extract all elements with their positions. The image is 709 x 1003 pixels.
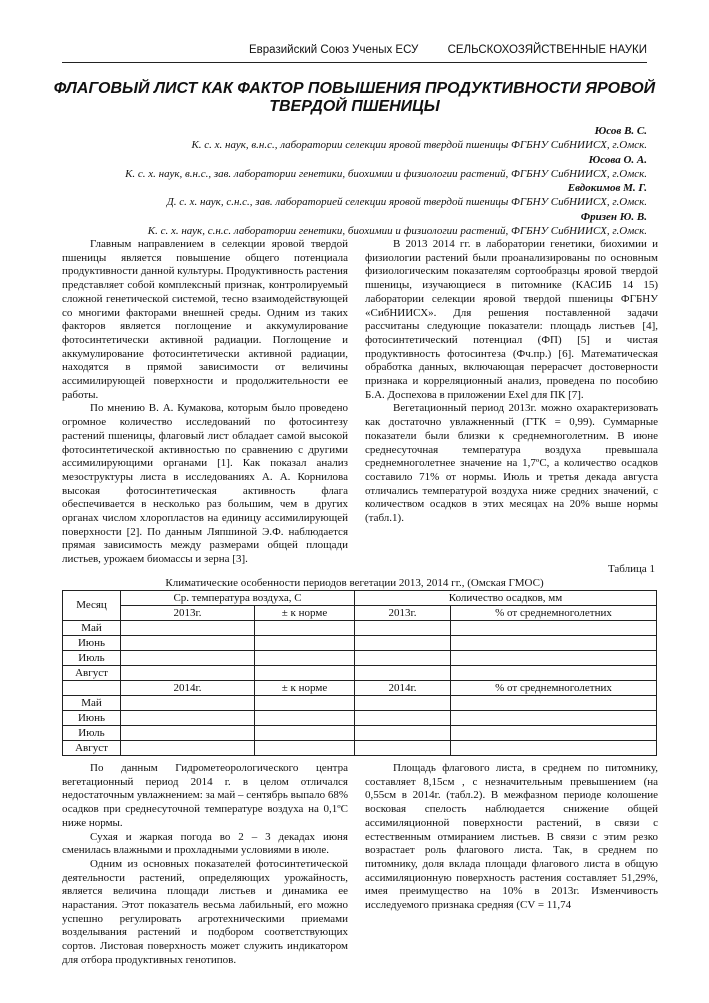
- author-affiliation: К. с. х. наук, в.н.с., зав. лаборатории генетики, биохимии и физиологии растений, ФГБНУ СибНИИСХ, г.Омск.: [125, 167, 647, 180]
- header-precipitation: Количество осадков, мм: [355, 591, 657, 606]
- paragraph: В 2013 2014 гг. в лаборатории генетики, биохимии и физиологии растений были проанализированы по основным физиологическим показателям сортообразцы яровой твердой пшеницы, изучающиеся в питомнике (КАСИБ 14 15) лаборатории селекции яровой твердой пшеницы ФГБНУ «СибНИИСХ». Для решения поставленной задачи рассчитаны следующие показатели: площадь листьев [4], фотосинтетический потенциал (ФП) [5] и чистая продуктивность фотосинтеза (Фч.пр.) [6]. Математическая обработка данных, включающая перерасчет достоверности признака и корреляционный анализ, проведена по пособию Б.А. Доспехова в приложении Exel для ПК [7].: [365, 238, 658, 401]
- body-left-column-bottom: [62, 762, 348, 968]
- climate-table: [62, 590, 657, 756]
- header-month: Месяц: [63, 591, 121, 621]
- month-cell: Август: [63, 666, 121, 681]
- month-cell: Июль: [63, 651, 121, 666]
- author-name: Евдокимов М. Г.: [567, 182, 647, 195]
- subheader-cell: % от среднемноголетних: [451, 681, 657, 696]
- table-subheader-row: [63, 681, 657, 696]
- author-name: Юсова О. А.: [588, 153, 647, 166]
- journal-name: Евразийский Союз Ученых ЕСУ: [249, 44, 419, 56]
- table-row: [63, 726, 657, 741]
- title-line-1: ФЛАГОВЫЙ ЛИСТ КАК ФАКТОР ПОВЫШЕНИЯ ПРОДУКТИВНОСТИ ЯРОВОЙ: [53, 80, 656, 97]
- table-subheader-row: [63, 606, 657, 621]
- body-right-column-top: [365, 238, 658, 526]
- month-cell: Май: [63, 621, 121, 636]
- paragraph: По мнению В. А. Кумакова, которым было проведено огромное количество исследований по фотосинтезу растений пшеницы, флаговый лист обладает самой высокой фотосинтетической активностью по сравнению с другими ассимилирующими органами [1]. Как показал анализ мезоструктуры листа в исследованиях А. А. Корнилова высокая фотосинтетическая активность флага обеспечивается в несколько раз большим, чем в других органах числом хлоропластов на единицу ассимилирующей поверхности [2]. По данным Ляпшиной Э.Ф. наблюдается прямая зависимость между размерами общей площади листьев, урожаем биомассы и зерна [3].: [62, 402, 348, 566]
- body-left-column-top: [62, 238, 348, 567]
- subheader-cell: 2014г.: [121, 681, 255, 696]
- author-name: Юсов В. С.: [594, 125, 647, 137]
- subheader-cell: ± к норме: [255, 681, 355, 696]
- author-affiliation: К. с. х. наук, с.н.с. лаборатории генетики, биохимии и физиологии растений, ФГБНУ СибНИИСХ, г.Омск.: [147, 225, 647, 238]
- month-cell: Июнь: [63, 711, 121, 726]
- subheader-cell: ± к норме: [255, 606, 355, 621]
- month-cell: Май: [63, 696, 121, 711]
- table-caption: Климатические особенности периодов вегетации 2013, 2014 гг., (Омская ГМОС): [165, 577, 544, 589]
- table-row: [63, 711, 657, 726]
- table-row: [63, 666, 657, 681]
- table-row: [63, 636, 657, 651]
- author-name: Фризен Ю. В.: [580, 210, 647, 223]
- section-name: СЕЛЬСКОХОЗЯЙСТВЕННЫЕ НАУКИ: [447, 44, 647, 56]
- header-temperature: Ср. температура воздуха, С: [121, 591, 355, 606]
- table-header-row: [63, 591, 657, 606]
- body-right-column-bottom: [365, 762, 658, 913]
- paragraph: Главным направлением в селекции яровой твердой пшеницы является повышение общего потенциала продуктивности данной культуры. Продуктивность растения представляет собой комплексный признак, контролируемый сложной генетической системой, тесно взаимодействующей со многими факторами внешней среды. Одним из таких факторов является поглощение и аккумулирование фотосинтетически активной радиации. Поглощение и аккумулирование фотосинтетически активной радиации, находятся в прямой зависимости от величины ассимилирующей поверхности и продолжительности ее работы.: [62, 238, 348, 401]
- subheader-cell: % от среднемноголетних: [451, 606, 657, 621]
- article-title: [50, 80, 659, 116]
- author-block: [62, 124, 647, 238]
- paragraph: Одним из основных показателей фотосинтетической деятельности растений, определяющих урожайность, является величина площади листьев и динамика ее нарастания. Этот показатель весьма лабильный, его можно успешно регулировать агротехническими приемами возделывания растений и подбором соответствующих сортов. Листовая поверхность может служить индикатором для отбора продуктивных генотипов.: [62, 857, 348, 966]
- table-row: [63, 696, 657, 711]
- month-cell: Июнь: [63, 636, 121, 651]
- paragraph: По данным Гидрометеорологического центра вегетационный период 2014 г. в целом отличался недостаточным увлажнением: за май – сентябрь выпало 68% осадков при среднесуточной температуре воздуха на 0,1ºС ниже нормы.: [62, 762, 348, 829]
- title-line-2: ТВЕРДОЙ ПШЕНИЦЫ: [269, 98, 440, 115]
- author-affiliation: Д. с. х. наук, с.н.с., зав. лабораторией селекции яровой твердой пшеницы ФГБНУ СибНИИСХ, г.Омск.: [166, 196, 647, 209]
- table-row: [63, 651, 657, 666]
- paragraph: Площадь флагового листа, в среднем по питомнику, составляет 8,15см , с незначительным превышением (на 0,55см в 2014г. (табл.2). В межфазном периоде колошение восковая спелость наблюдается снижение общей ассимиляционной поверхности растений, в связи с естественным отмиранием листьев. В связи с этим резко возрастает роль флагового листа. Так, в среднем по питомнику, доля вклада площади флагового листа в общую ассимиляционную поверхность растения составляет 51,29%, имея преимущество на 10% в 2013г. Изменчивость исследуемого признака средняя (CV = 11,74: [365, 762, 658, 912]
- month-cell: Июль: [63, 726, 121, 741]
- subheader-cell: 2013г.: [121, 606, 255, 621]
- author-affiliation: К. с. х. наук, в.н.с., лаборатории селекции яровой твердой пшеницы ФГБНУ СибНИИСХ, г.Омск.: [191, 139, 647, 152]
- paragraph: Сухая и жаркая погода во 2 – 3 декадах июня сменилась влажными и прохладными условиями в июле.: [62, 830, 348, 857]
- table-row: [63, 621, 657, 636]
- subheader-cell: 2013г.: [355, 606, 451, 621]
- table-row: [63, 741, 657, 756]
- month-cell: Август: [63, 741, 121, 756]
- running-header: [62, 40, 647, 63]
- subheader-cell: 2014г.: [355, 681, 451, 696]
- table-number: Таблица 1: [607, 563, 655, 575]
- paragraph: Вегетационный период 2013г. можно охарактеризовать как достаточно увлажненный (ГТК = 0,99). Суммарные показатели были близки к среднемноголетним. В июне среднесуточная температура воздуха превышала среднемноголетнее значение на 1,7ºС, а количество осадков составило 71% от нормы. Июль и третья декада августа отличались температурой воздуха ниже средних значений, с количеством осадков в этих месяцах на 20% выше нормы (табл.1).: [365, 402, 658, 525]
